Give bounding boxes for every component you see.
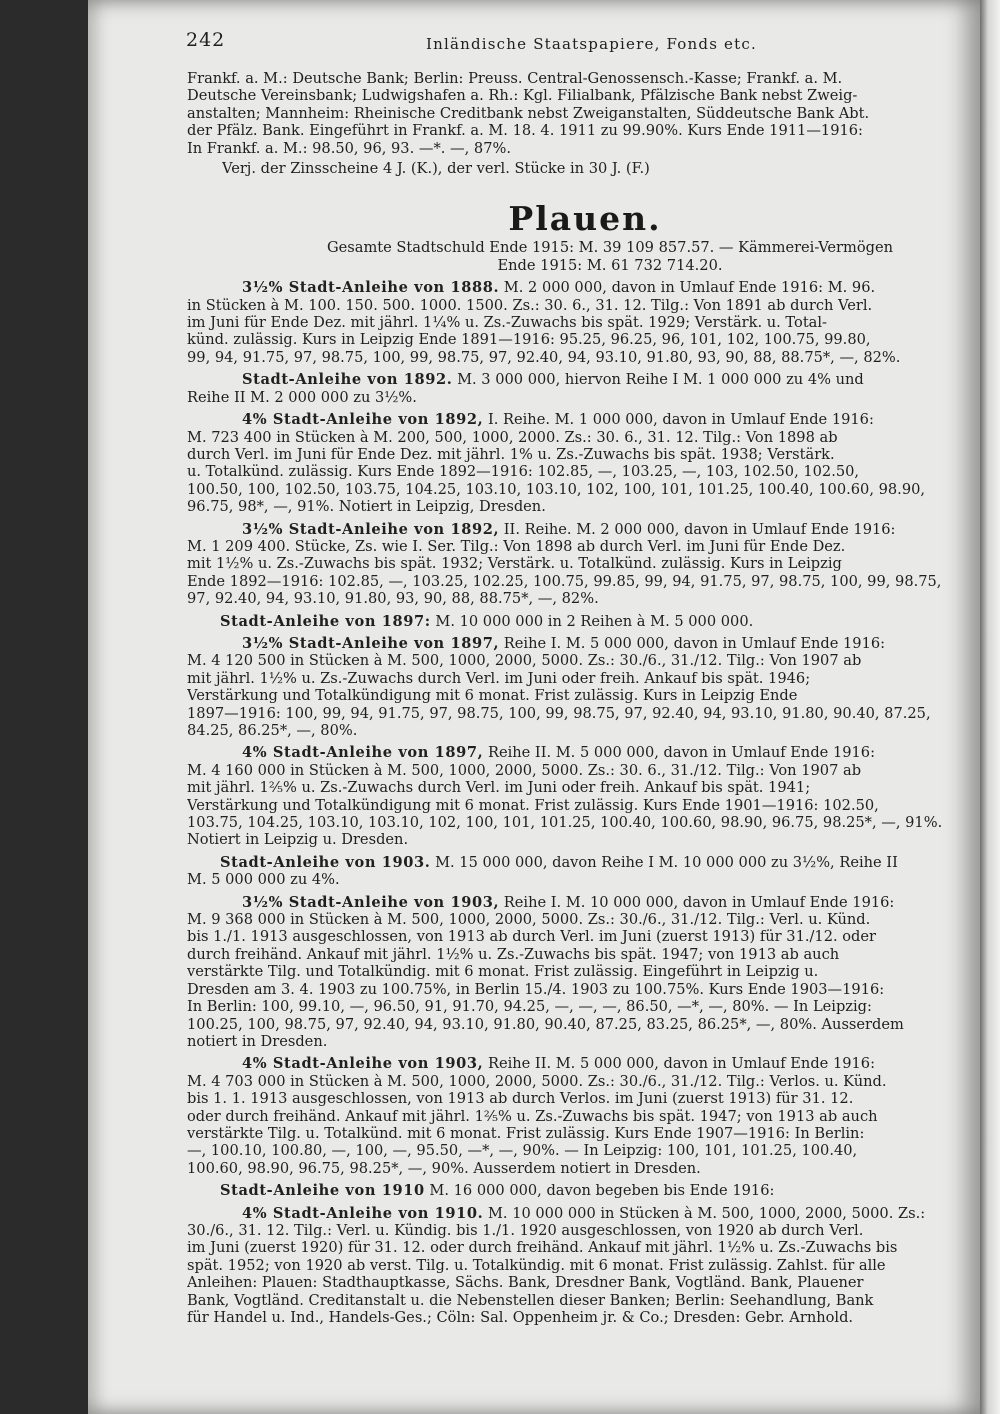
entry-heading: 4% Stadt-Anleihe von 1903, (242, 1055, 484, 1073)
loan-entry (100, 1205, 980, 1327)
entry-line: 96.75, 98*, —, 91%. Notiert in Leipzig, Dresden. (187, 498, 546, 516)
entry-text: Reihe I. M. 10 000 000, davon in Umlauf Ende 1916: (499, 893, 895, 911)
loan-entry (100, 854, 980, 889)
intro-line: anstalten; Mannheim: Rheinische Creditbank nebst Zweiganstalten, Süddeutsche Bank Abt. (187, 104, 870, 122)
entry-text: M. 10 000 000 in Stücken à M. 500, 1000, 2000, 5000. Zs.: (483, 1204, 926, 1222)
entry-line: Verstärkung und Totalkündigung mit 6 monat. Frist zulässig. Kurs Ende 1901—1916: 102.50, (187, 796, 879, 814)
entry-line (187, 854, 980, 871)
loan-entry (100, 371, 980, 406)
entry-line (187, 894, 980, 911)
entry-line: 99, 94, 91.75, 97, 98.75, 100, 99, 98.75, 97, 92.40, 94, 93.10, 91.80, 93, 90, 88, 88.75*, —, 82%. (187, 348, 901, 366)
entry-heading: 4% Stadt-Anleihe von 1897, (242, 744, 484, 762)
entry-text: Reihe I. M. 5 000 000, davon in Umlauf Ende 1916: (499, 634, 886, 652)
summary-line: Gesamte Stadtschuld Ende 1915: M. 39 109 857.57. — Kämmerei-Vermögen (326, 239, 894, 257)
entry-line: Reihe II M. 2 000 000 zu 3½%. (187, 388, 417, 406)
loan-entry (100, 635, 980, 739)
loan-entries (100, 279, 980, 1326)
entry-line: mit jährl. 1²⁄₅% u. Zs.-Zuwachs durch Verl. im Juni oder freih. Ankauf bis spät. 1941; (187, 779, 811, 797)
intro-line: Frankf. a. M.: Deutsche Bank; Berlin: Preuss. Central-Genossensch.-Kasse; Frankf. a. M. (187, 70, 843, 87)
entry-line: 30./6., 31. 12. Tilg.: Verl. u. Kündig. bis 1./1. 1920 ausgeschlossen, von 1920 ab durch Verl. (187, 1221, 864, 1239)
entry-line: M. 5 000 000 zu 4%. (187, 871, 340, 889)
entry-line: 100.50, 100, 102.50, 103.75, 104.25, 103.10, 103.10, 102, 100, 101, 101.25, 100.40, 100.60, 98.90, (187, 480, 926, 498)
entry-line: Notiert in Leipzig u. Dresden. (187, 831, 409, 849)
entry-line: oder durch freihänd. Ankauf mit jährl. 1²⁄₅% u. Zs.-Zuwachs bis spät. 1947; von 1913 ab auch (187, 1107, 878, 1125)
entry-line: M. 9 368 000 in Stücken à M. 500, 1000, 2000, 5000. Zs.: 30./6., 31./12. Tilg.: Verl. u. Künd. (187, 911, 871, 929)
entry-line: in Stücken à M. 100. 150. 500. 1000. 1500. Zs.: 30. 6., 31. 12. Tilg.: Von 1891 ab durch Verl. (187, 296, 873, 314)
entry-line: 84.25, 86.25*, —, 80%. (187, 722, 358, 739)
entry-line: —, 100.10, 100.80, —, 100, —, 95.50, —*, —, 90%. — In Leipzig: 100, 101, 101.25, 100.40, (187, 1142, 858, 1160)
entry-line: spät. 1952; von 1920 ab verst. Tilg. u. Totalkündig. mit 6 monat. Frist zulässig. Zahlst. für alle (187, 1256, 886, 1274)
intro-line: der Pfälz. Bank. Eingeführt in Frankf. a. M. 18. 4. 1911 zu 99.90%. Kurs Ende 1911—1916: (187, 122, 863, 140)
loan-entry (100, 521, 980, 608)
entry-line (187, 371, 980, 388)
entry-line: mit jährl. 1½% u. Zs.-Zuwachs durch Verl. im Juni oder freih. Ankauf bis spät. 1946; (187, 669, 811, 687)
loan-entry (100, 894, 980, 1051)
section-title: Plauen. (508, 199, 662, 239)
entry-line (187, 1205, 980, 1222)
entry-line: Anleihen: Plauen: Stadthauptkasse, Sächs. Bank, Dresdner Bank, Vogtländ. Bank, Plauener (187, 1274, 864, 1292)
entry-heading: 4% Stadt-Anleihe von 1910. (242, 1204, 484, 1222)
summary (100, 239, 980, 274)
entry-line (187, 411, 980, 428)
entry-line (187, 613, 980, 630)
loan-entry (100, 1055, 980, 1177)
entry-line: verstärkte Tilg. u. Totalkünd. mit 6 monat. Frist zulässig. Kurs Ende 1907—1916: In Berlin: (187, 1124, 865, 1142)
entry-heading: 3½% Stadt-Anleihe von 1892, (242, 520, 500, 538)
entry-line (187, 521, 980, 538)
entry-line: künd. zulässig. Kurs in Leipzig Ende 1891—1916: 95.25, 96.25, 96, 101, 102, 100.75, 99.80, (187, 331, 871, 349)
entry-text: M. 3 000 000, hiervon Reihe I M. 1 000 000 zu 4% und (452, 371, 864, 389)
intro-line: In Frankf. a. M.: 98.50, 96, 93. —*. —, 87%. (187, 139, 511, 157)
page-content (100, 28, 980, 1326)
entry-text: M. 15 000 000, davon Reihe I M. 10 000 000 zu 3½%, Reihe II (430, 853, 898, 871)
entry-line: notiert in Dresden. (187, 1032, 328, 1050)
entry-line: Ende 1892—1916: 102.85, —, 103.25, 102.25, 100.75, 99.85, 99, 94, 91.75, 97, 98.75, 100, 99, 98.75, (187, 572, 942, 590)
entry-line: 1897—1916: 100, 99, 94, 91.75, 97, 98.75, 100, 99, 98.75, 97, 92.40, 94, 93.10, 91.80, 90.40, 87.25, (187, 704, 931, 722)
entry-line: bis 1./1. 1913 ausgeschlossen, von 1913 ab durch Verl. im Juni (zuerst 1913) für 31./12. oder (187, 928, 876, 946)
page-edge (980, 0, 1000, 1414)
entry-line: verstärkte Tilg. und Totalkündig. mit 6 monat. Frist zulässig. Eingeführt in Leipzig u. (187, 963, 819, 981)
entry-line (187, 279, 980, 296)
entry-text: Reihe II. M. 5 000 000, davon in Umlauf Ende 1916: (483, 744, 876, 762)
entry-line: mit 1½% u. Zs.-Zuwachs bis spät. 1932; Verstärk. u. Totalkünd. zulässig. Kurs in Leipzig (187, 555, 842, 573)
verj-line: Verj. der Zinsscheine 4 J. (K.), der verl. Stücke in 30 J. (F.) (222, 160, 650, 178)
entry-heading: Stadt-Anleihe von 1903. (220, 853, 431, 871)
entry-heading: 4% Stadt-Anleihe von 1892, (242, 411, 484, 429)
loan-entry (100, 744, 980, 848)
entry-line: im Juni (zuerst 1920) für 31. 12. oder durch freihänd. Ankauf mit jährl. 1½% u. Zs.-Zuwachs bis (187, 1239, 898, 1257)
entry-heading: 3½% Stadt-Anleihe von 1903, (242, 893, 500, 911)
entry-line: M. 4 703 000 in Stücken à M. 500, 1000, 2000, 5000. Zs.: 30./6., 31./12. Tilg.: Verlos. u. Künd. (187, 1072, 887, 1090)
entry-line: 100.25, 100, 98.75, 97, 92.40, 94, 93.10, 91.80, 90.40, 87.25, 83.25, 86.25*, —, 80%. Ausserdem (187, 1015, 904, 1033)
entry-text: M. 16 000 000, davon begeben bis Ende 1916: (424, 1182, 775, 1200)
loan-entry (100, 1182, 980, 1199)
entry-text: M. 2 000 000, davon in Umlauf Ende 1916: M. 96. (499, 279, 876, 297)
verjaehrung-note (100, 160, 980, 177)
loan-entry (100, 279, 980, 366)
intro-line: Deutsche Vereinsbank; Ludwigshafen a. Rh.: Kgl. Filialbank, Pfälzische Bank nebst Zweig- (187, 87, 858, 105)
entry-text: II. Reihe. M. 2 000 000, davon in Umlauf Ende 1916: (499, 520, 896, 538)
page-header (100, 28, 980, 54)
entry-line (187, 1055, 980, 1072)
entry-line: 103.75, 104.25, 103.10, 103.10, 102, 100, 101, 101.25, 100.40, 100.60, 98.90, 96.75, 98.25*, —, 91%. (187, 814, 943, 832)
entry-heading: 3½% Stadt-Anleihe von 1897, (242, 634, 500, 652)
entry-line: bis 1. 1. 1913 ausgeschlossen, von 1913 ab durch Verlos. im Juni (zuerst 1913) für 31. 12. (187, 1090, 854, 1108)
entry-text: M. 10 000 000 in 2 Reihen à M. 5 000 000. (430, 612, 754, 630)
entry-line (187, 744, 980, 761)
loan-entry (100, 411, 980, 515)
entry-text: Reihe II. M. 5 000 000, davon in Umlauf Ende 1916: (483, 1055, 876, 1073)
entry-line: durch Verl. im Juni für Ende Dez. mit jährl. 1% u. Zs.-Zuwachs bis spät. 1938; Verstärk. (187, 445, 835, 463)
entry-line: für Handel u. Ind., Handels-Ges.; Cöln: Sal. Oppenheim jr. & Co.; Dresden: Gebr. Arnhold. (187, 1309, 854, 1326)
entry-line: In Berlin: 100, 99.10, —, 96.50, 91, 91.70, 94.25, —, —, —, 86.50, —*, —, 80%. — In Leipzig: (187, 998, 872, 1016)
entry-heading: Stadt-Anleihe von 1892. (242, 371, 453, 389)
entry-line: M. 723 400 in Stücken à M. 200, 500, 1000, 2000. Zs.: 30. 6., 31. 12. Tilg.: Von 1898 ab (187, 428, 838, 446)
entry-line: 97, 92.40, 94, 93.10, 91.80, 93, 90, 88, 88.75*, —, 82%. (187, 590, 599, 608)
entry-line: Verstärkung und Totalkündigung mit 6 monat. Frist zulässig. Kurs in Leipzig Ende (187, 687, 798, 705)
running-title: Inländische Staatspapiere, Fonds etc. (426, 35, 757, 53)
entry-line: M. 1 209 400. Stücke, Zs. wie I. Ser. Tilg.: Von 1898 ab durch Verl. im Juni für Ende Dez. (187, 537, 846, 555)
entry-line (187, 635, 980, 652)
entry-line: M. 4 120 500 in Stücken à M. 500, 1000, 2000, 5000. Zs.: 30./6., 31./12. Tilg.: Von 1907 ab (187, 652, 862, 670)
entry-line (187, 1182, 980, 1199)
entry-heading: 3½% Stadt-Anleihe von 1888. (242, 279, 500, 297)
entry-line: u. Totalkünd. zulässig. Kurs Ende 1892—1916: 102.85, —, 103.25, —, 103, 102.50, 102.50, (187, 463, 860, 481)
entry-line: durch freihänd. Ankauf mit jährl. 1½% u. Zs.-Zuwachs bis spät. 1947; von 1913 ab auch (187, 945, 840, 963)
entry-heading: Stadt-Anleihe von 1910 (220, 1182, 425, 1200)
entry-text: I. Reihe. M. 1 000 000, davon in Umlauf Ende 1916: (483, 411, 874, 429)
entry-line: im Juni für Ende Dez. mit jährl. 1¼% u. Zs.-Zuwachs bis spät. 1929; Verstärk. u. Total- (187, 314, 827, 332)
entry-heading: Stadt-Anleihe von 1897: (220, 612, 431, 630)
entry-line: Bank, Vogtländ. Creditanstalt u. die Nebenstellen dieser Banken; Berlin: Seehandlung, Bank (187, 1291, 874, 1309)
intro-paragraph (100, 70, 980, 157)
summary-line: Ende 1915: M. 61 732 714.20. (497, 256, 723, 274)
loan-entry (100, 613, 980, 630)
entry-line: 100.60, 98.90, 96.75, 98.25*, —, 90%. Ausserdem notiert in Dresden. (187, 1159, 701, 1177)
entry-line: M. 4 160 000 in Stücken à M. 500, 1000, 2000, 5000. Zs.: 30. 6., 31./12. Tilg.: Von 1907 ab (187, 761, 862, 779)
page-number: 242 (186, 29, 226, 51)
entry-line: Dresden am 3. 4. 1903 zu 100.75%, in Berlin 15./4. 1903 zu 100.75%. Kurs Ende 1903—1916: (187, 980, 885, 998)
